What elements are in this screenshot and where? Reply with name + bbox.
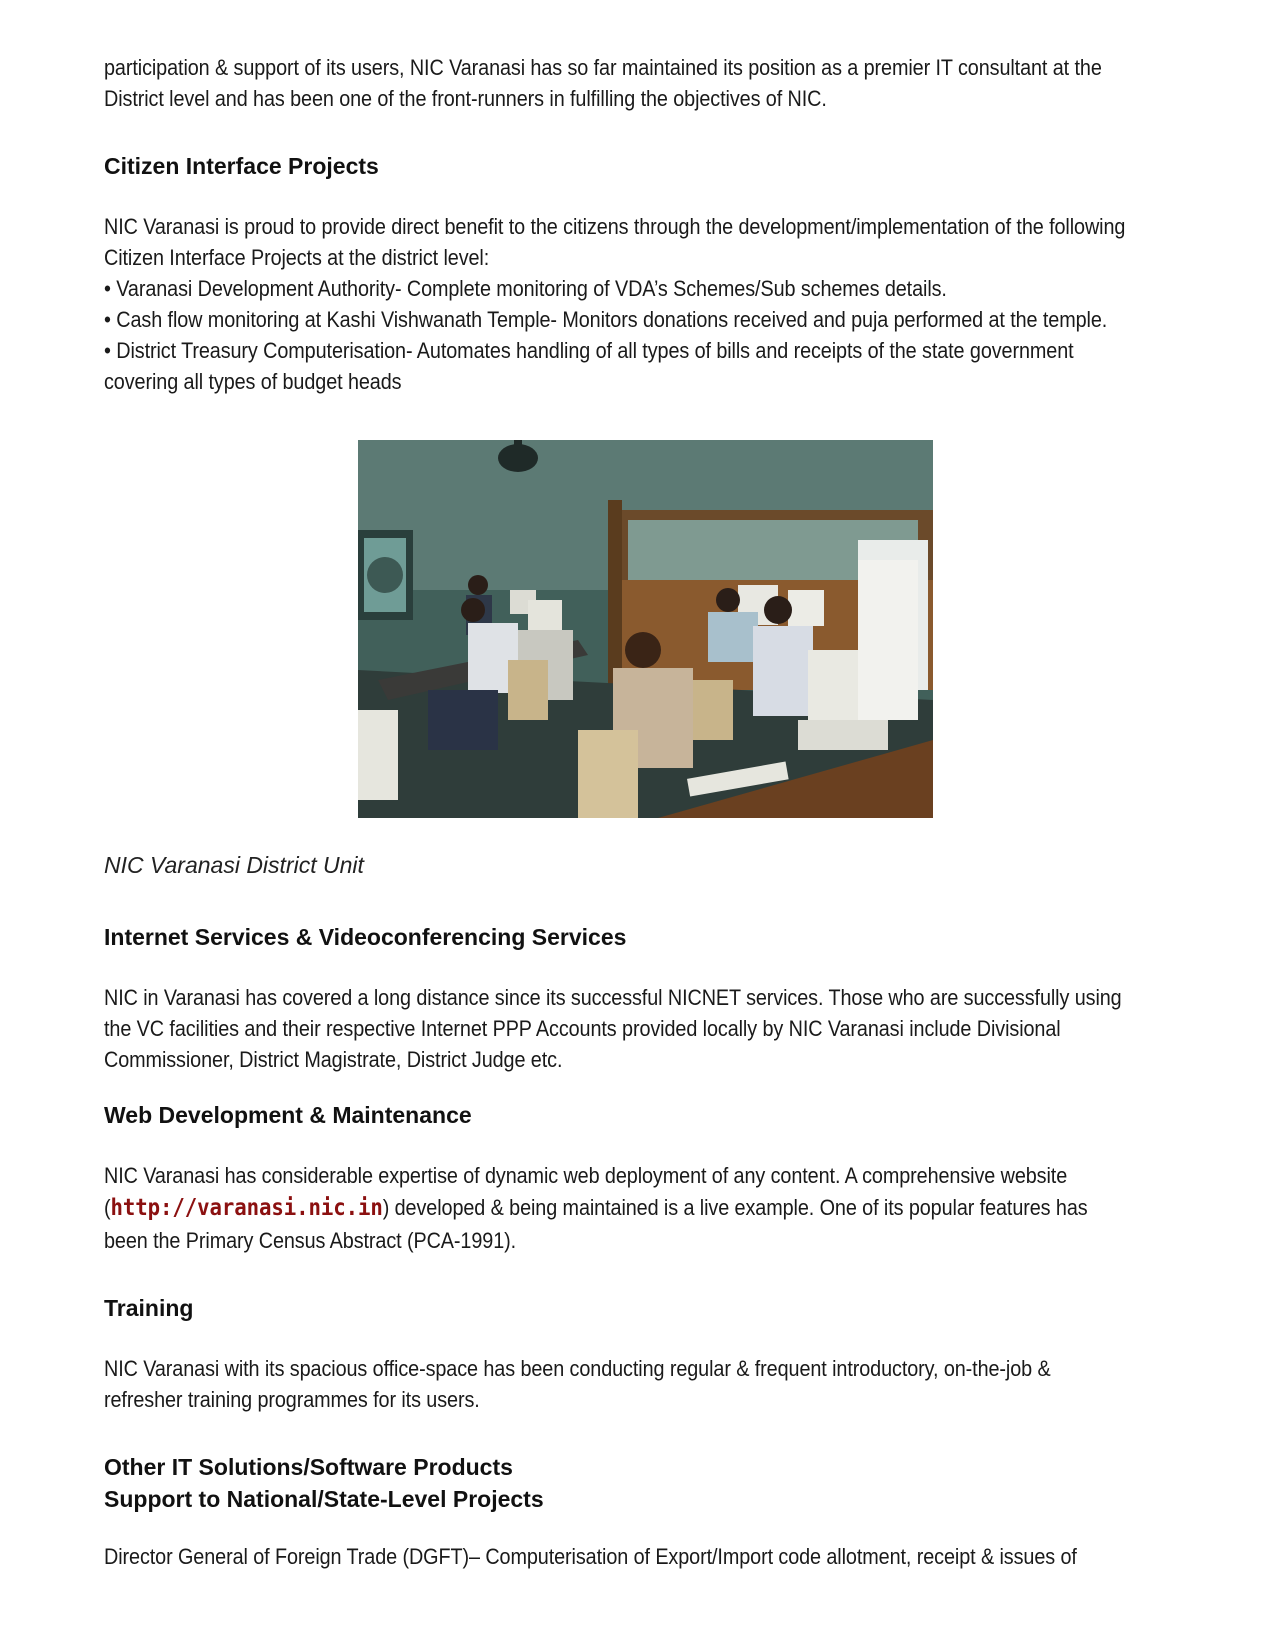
web-paragraph xyxy=(104,1160,1275,1256)
citizen-line-2: Citizen Interface Projects at the district level: xyxy=(104,245,490,270)
intro-line-1: participation & support of its users, NIC Varanasi has so far maintained its position as a premier IT consultant at the xyxy=(104,55,1102,80)
citizen-bullet-1: • Varanasi Development Authority- Complete monitoring of VDA’s Schemes/Sub schemes details. xyxy=(104,276,947,301)
internet-paragraph xyxy=(104,982,1275,1075)
other-paragraph xyxy=(104,1541,1275,1572)
citizen-bullet-2: • Cash flow monitoring at Kashi Vishwanath Temple- Monitors donations received and puja performed at the temple. xyxy=(104,307,1108,332)
intro-line-2: District level and has been one of the front-runners in fulfilling the objectives of NIC. xyxy=(104,86,827,111)
training-line-2: refresher training programmes for its users. xyxy=(104,1387,480,1412)
internet-line-3: Commissioner, District Magistrate, District Judge etc. xyxy=(104,1047,563,1072)
internet-line-1: NIC in Varanasi has covered a long distance since its successful NICNET services. Those who are successfully using xyxy=(104,985,1122,1010)
training-line-1: NIC Varanasi with its spacious office-space has been conducting regular & frequent introductory, on-the-job & xyxy=(104,1356,1051,1381)
web-line-2 xyxy=(104,1191,1220,1225)
other-headings xyxy=(104,1451,544,1515)
other-heading-1: Other IT Solutions/Software Products xyxy=(104,1454,513,1480)
citizen-line-1: NIC Varanasi is proud to provide direct benefit to the citizens through the development/implementation of the following xyxy=(104,214,1126,239)
internet-heading: Internet Services & Videoconferencing Services xyxy=(104,924,627,950)
web-line-2-rest: ) developed & being maintained is a live example. One of its popular features has xyxy=(382,1195,1088,1220)
web-open-paren: ( xyxy=(104,1195,111,1220)
other-heading-2: Support to National/State-Level Projects xyxy=(104,1486,544,1512)
office-photo xyxy=(358,440,933,818)
photo-caption: NIC Varanasi District Unit xyxy=(104,852,364,878)
citizen-bullet-3-continued: covering all types of budget heads xyxy=(104,369,402,394)
citizen-heading: Citizen Interface Projects xyxy=(104,153,379,179)
other-line-1: Director General of Foreign Trade (DGFT)– Computerisation of Export/Import code allotment, receipt & issues of xyxy=(104,1544,1077,1569)
web-heading: Web Development & Maintenance xyxy=(104,1102,472,1128)
citizen-paragraph xyxy=(104,211,1275,397)
training-heading: Training xyxy=(104,1295,194,1321)
website-link[interactable]: http://varanasi.nic.in xyxy=(110,1195,383,1221)
internet-line-2: the VC facilities and their respective Internet PPP Accounts provided locally by NIC Varanasi include Divisional xyxy=(104,1016,1061,1041)
training-paragraph xyxy=(104,1353,1275,1415)
web-line-1: NIC Varanasi has considerable expertise of dynamic web deployment of any content. A comprehensive website xyxy=(104,1163,1068,1188)
web-line-3: been the Primary Census Abstract (PCA-1991). xyxy=(104,1228,517,1253)
intro-paragraph xyxy=(104,52,1275,114)
citizen-bullet-3: • District Treasury Computerisation- Automates handling of all types of bills and receipts of the state government xyxy=(104,338,1074,363)
